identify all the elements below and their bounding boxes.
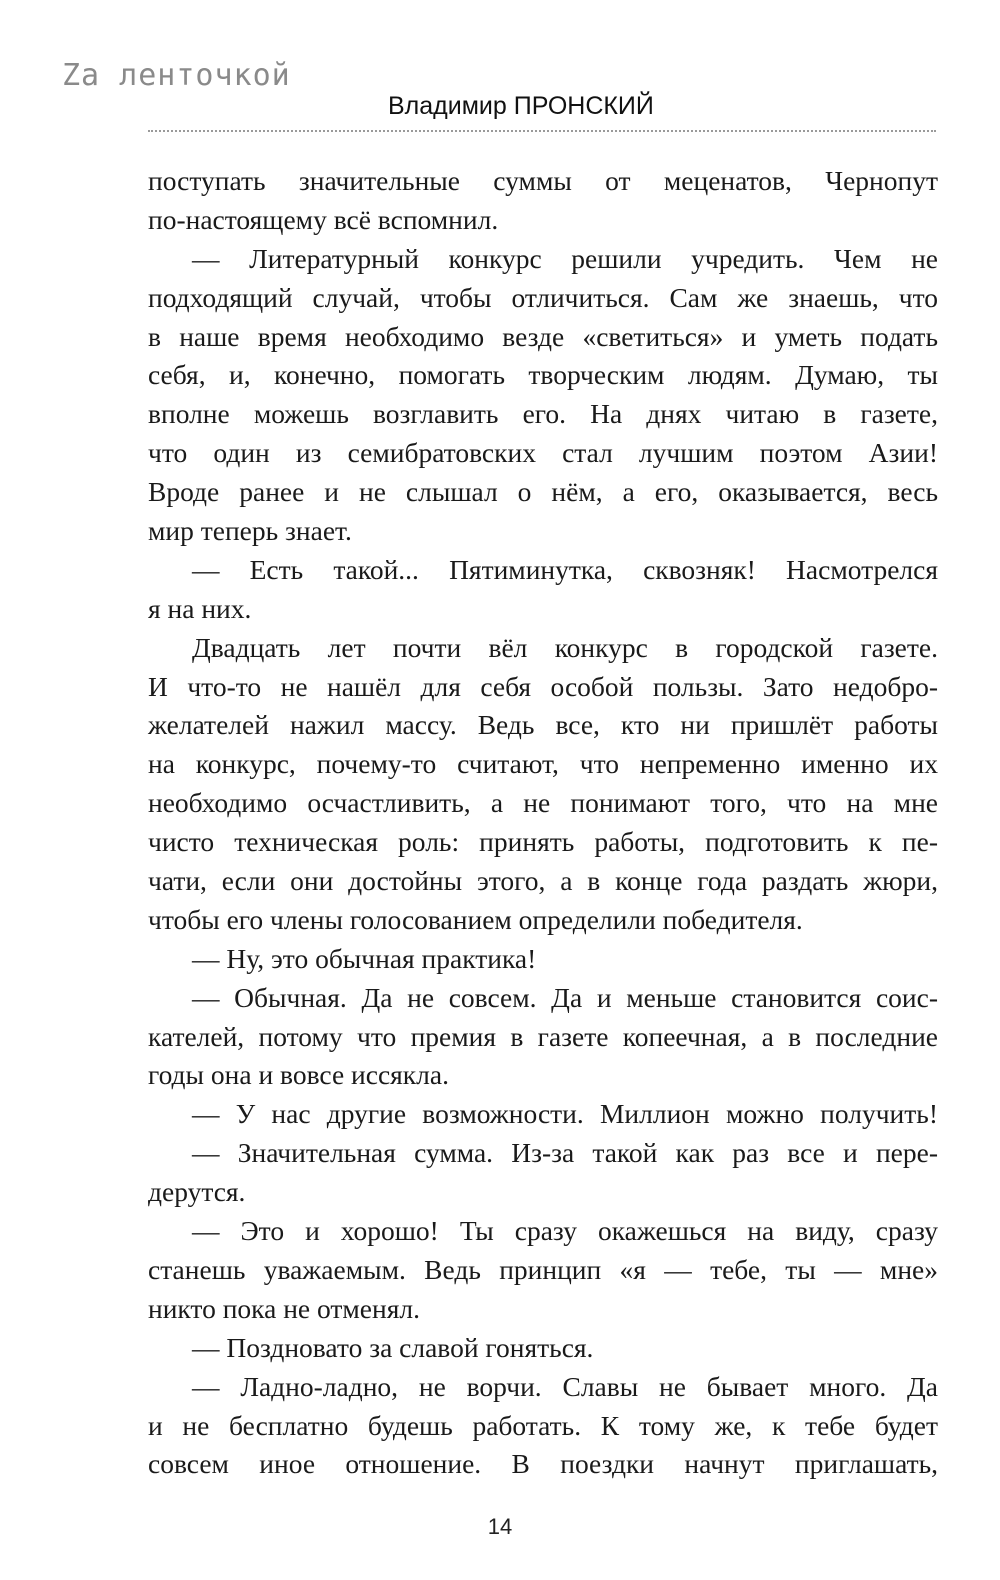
text-line: — Литературный конкурс решили учредить. Чем не — [192, 242, 938, 274]
text-line: себя, и, конечно, помогать творческим людям. Думаю, ты — [148, 359, 938, 391]
text-line: на конкурс, почему-то считают, что непременно именно их — [148, 748, 938, 780]
text-line: Двадцать лет почти вёл конкурс в городской газете. — [192, 631, 938, 663]
text-line: — Поздновато за славой гоняться. — [192, 1331, 594, 1363]
author-name: Владимир ПРОНСКИЙ — [388, 92, 654, 120]
text-line: подходящий случай, чтобы отличиться. Сам же знаешь, что — [148, 281, 938, 313]
text-line: — Обычная. Да не совсем. Да и меньше становится соис- — [192, 981, 938, 1013]
text-line: по-настоящему всё вспомнил. — [148, 203, 499, 235]
text-line: годы она и вовсе иссякла. — [148, 1059, 449, 1091]
text-line: я на них. — [148, 592, 252, 624]
text-line: чисто техническая роль: принять работы, подготовить к пе- — [148, 826, 938, 858]
text-line: — Значительная сумма. Из-за такой как раз все и пере- — [192, 1137, 938, 1169]
text-line: и не бесплатно будешь работать. К тому же, к тебе будет — [148, 1409, 938, 1441]
text-line: никто пока не отменял. — [148, 1292, 420, 1324]
text-line: — У нас другие возможности. Миллион можно получить! — [192, 1098, 938, 1130]
header-divider — [148, 130, 936, 132]
text-line: станешь уважаемым. Ведь принцип «я — тебе, ты — мне» — [148, 1253, 938, 1285]
text-line: мир теперь знает. — [148, 515, 352, 547]
text-line: кателей, потому что премия в газете копеечная, а в последние — [148, 1020, 938, 1052]
text-line: дерутся. — [148, 1176, 246, 1208]
text-line: чтобы его члены голосованием определили победителя. — [148, 903, 803, 935]
text-line: И что-то не нашёл для себя особой пользы. Зато недобро- — [148, 670, 938, 702]
series-title: Zа ленточкой — [62, 58, 291, 93]
text-line: вполне можешь возглавить его. На днях читаю в газете, — [148, 398, 938, 430]
page-body — [148, 162, 938, 1484]
text-line: — Ладно-ладно, не ворчи. Славы не бывает много. Да — [192, 1370, 938, 1402]
text-line: в наше время необходимо везде «светиться» и уметь подать — [148, 320, 938, 352]
text-line: необходимо осчастливить, а не понимают того, что на мне — [148, 787, 938, 819]
page-number: 14 — [487, 1514, 513, 1539]
text-line: совсем иное отношение. В поездки начнут приглашать, — [148, 1448, 938, 1480]
text-line: желателей нажил массу. Ведь все, кто ни пришлёт работы — [148, 709, 938, 741]
text-line: — Это и хорошо! Ты сразу окажешься на виду, сразу — [192, 1215, 938, 1247]
text-line: поступать значительные суммы от меценатов, Чернопут — [148, 165, 938, 196]
text-line: Вроде ранее и не слышал о нём, а его, оказывается, весь — [148, 476, 938, 508]
text-line: — Есть такой... Пятиминутка, сквозняк! Насмотрелся — [192, 553, 938, 585]
text-line: чати, если они достойны этого, а в конце года раздать жюри, — [148, 865, 938, 897]
text-line: — Ну, это обычная практика! — [192, 942, 537, 974]
text-line: что один из семибратовских стал лучшим поэтом Азии! — [148, 437, 938, 469]
